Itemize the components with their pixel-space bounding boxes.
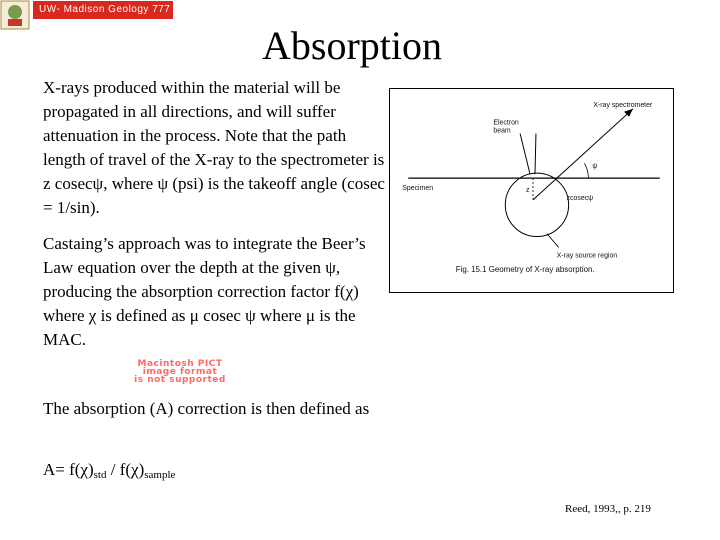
formula bbox=[43, 458, 373, 487]
electron-beam-line bbox=[535, 134, 536, 175]
formula-sub-std: std bbox=[93, 469, 107, 481]
formula-lhs: A= f(χ) bbox=[43, 460, 94, 479]
formula-mid: / f(χ) bbox=[106, 460, 145, 479]
source-region-circle bbox=[505, 173, 568, 236]
paragraph-castaing: Castaing’s approach was to integrate the Beer’s Law equation over the depth at the given ψ, producing the absorption correction factor f(χ) where χ is defined as μ cosec ψ where μ is the MAC. bbox=[43, 234, 366, 349]
geometry-diagram bbox=[390, 89, 673, 292]
label-spectrometer: X-ray spectrometer bbox=[593, 101, 653, 109]
unsupported-image-placeholder bbox=[80, 360, 280, 384]
citation: Reed, 1993,, p. 219 bbox=[565, 503, 651, 515]
figure-caption: Fig. 15.1 Geometry of X-ray absorption. bbox=[455, 265, 595, 275]
xray-path-line bbox=[533, 109, 633, 200]
electron-beam-line bbox=[520, 134, 530, 175]
paragraph-correction: The absorption (A) correction is then defined as bbox=[43, 399, 370, 418]
label-psi: ψ bbox=[592, 163, 598, 171]
source-pointer-line bbox=[547, 234, 559, 248]
label-z: z bbox=[526, 186, 530, 194]
formula-sub-sample: sample bbox=[144, 469, 176, 481]
geometry-figure bbox=[389, 88, 674, 293]
placeholder-line: image format bbox=[142, 367, 218, 377]
label-electron: Electron bbox=[493, 119, 519, 127]
label-specimen: Specimen bbox=[402, 185, 434, 193]
placeholder-line: Macintosh PICT bbox=[137, 359, 223, 369]
university-logo bbox=[0, 0, 30, 30]
paragraph-attenuation: X-rays produced within the material will be propagated in all directions, and will suffer attenuation in the process. Note that the path length of travel of the X-ray to the spectrometer is z cosecψ, where ψ (psi) is the takeoff angle (cosec = 1/sin). bbox=[43, 78, 385, 217]
header-banner: UW- Madison Geology 777 bbox=[33, 1, 173, 19]
placeholder-line: is not supported bbox=[134, 375, 226, 385]
label-zcosec: zcosecψ bbox=[566, 194, 594, 202]
label-beam: beam bbox=[493, 127, 511, 135]
label-source-region: X-ray source region bbox=[556, 252, 618, 260]
takeoff-angle-arc bbox=[584, 163, 588, 178]
slide-title: Absorption bbox=[262, 23, 442, 68]
